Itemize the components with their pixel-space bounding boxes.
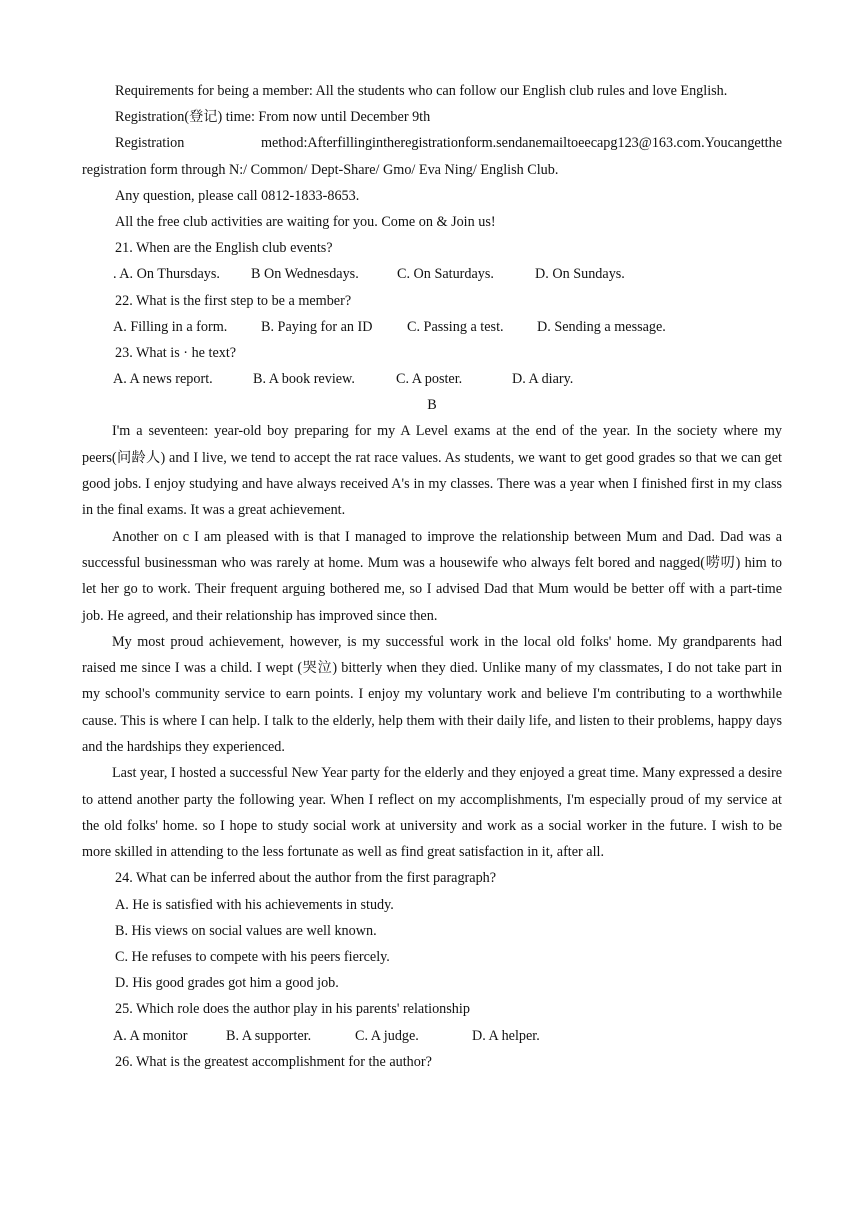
option: C. A judge. — [355, 1027, 419, 1044]
option: A. Filling in a form. — [113, 318, 228, 335]
option: D. A helper. — [472, 1027, 540, 1044]
option: B. A book review. — [253, 371, 355, 388]
option: A. A monitor — [113, 1027, 188, 1044]
section-b-title: B — [427, 397, 437, 414]
question-24-stem: 24. What can be inferred about the author from the first paragraph? — [115, 870, 497, 887]
registration-method-value: method:Afterfillingintheregistrationform.sendanemailtoeecapg123@163.com.Youcangetthe — [260, 135, 782, 152]
contact-phone: Any question, please call 0812-1833-8653. — [115, 187, 360, 204]
option: B On Wednesdays. — [251, 266, 359, 283]
option: C. Passing a test. — [407, 318, 504, 335]
passage-paragraph-2: Another on c I am pleased with is that I managed to improve the relationship between Mum and Dad. Dad was a successful businessman who was rarely at home. Mum was a housewife who always felt bored and nagged(唠叨) him to let her go to work. Their frequent arguing bothered me, so I advised Dad that Mum would be better off with a part-time job. He agreed, and their relationship has improved since then. — [82, 528, 782, 624]
question-25-options — [82, 1023, 782, 1049]
question-25-stem: 25. Which role does the author play in his parents' relationship — [115, 1001, 470, 1018]
passage-paragraph-4: Last year, I hosted a successful New Year party for the elderly and they enjoyed a great time. Many expressed a desire to attend another party the following year. When I reflect on my accomplishments, I'm especially proud of my service at the old folks' home. so I hope to study social work at university and work as a social worker in the future. I wish to be more skilled in attending to the less fortunate as well as find great satisfaction in it, after all. — [82, 765, 782, 861]
question-24-option-b: B. His views on social values are well known. — [115, 922, 377, 939]
membership-requirements: Requirements for being a member: All the students who can follow our English club rules and love English. — [115, 83, 728, 99]
question-23-stem: 23. What is · he text? — [115, 344, 237, 361]
document-page — [82, 78, 782, 1075]
registration-method-continued: registration form through N:/ Common/ Dept-Share/ Gmo/ Eva Ning/ English Club. — [82, 161, 559, 178]
option: D. Sending a message. — [537, 318, 666, 335]
option: . A. On Thursdays. — [113, 266, 220, 283]
passage-paragraph-3: My most proud achievement, however, is my successful work in the local old folks' home. My grandparents had raised me since I was a child. I wept (哭泣) bitterly when they died. Unlike many of my classmates, I do not take part in my school's community service to earn points. I enjoy my voluntary work and believe I'm contributing to a worthwhile cause. This is where I can help. I talk to the elderly, help them with their daily life, and listen to their problems, happy days and the hardships they experienced. — [82, 633, 782, 755]
option: D. On Sundays. — [535, 266, 625, 283]
option: B. A supporter. — [226, 1027, 312, 1044]
question-26-stem: 26. What is the greatest accomplishment for the author? — [115, 1053, 432, 1070]
question-22-options — [82, 314, 782, 340]
option: B. Paying for an ID — [261, 318, 373, 335]
option: D. A diary. — [512, 371, 574, 388]
option: C. On Saturdays. — [397, 266, 494, 283]
question-21-stem: 21. When are the English club events? — [115, 240, 333, 257]
option: C. A poster. — [396, 371, 463, 388]
registration-method-label: Registration — [115, 135, 185, 152]
question-21-options — [82, 261, 782, 287]
registration-time: Registration(登记) time: From now until December 9th — [115, 109, 431, 126]
question-24-option-d: D. His good grades got him a good job. — [115, 975, 339, 992]
passage-paragraph-1: I'm a seventeen: year-old boy preparing for my A Level exams at the end of the year. In the society where my peers(问龄人) and I live, we tend to accept the rat race values. As students, we want to get good grades so that we can get good jobs. I enjoy studying and have always received A's in my classes. There was a year when I finished first in my class in the final exams. It was a great achievement. — [82, 423, 782, 519]
join-invitation: All the free club activities are waiting for you. Come on & Join us! — [115, 213, 496, 230]
question-24-option-a: A. He is satisfied with his achievements in study. — [115, 896, 394, 913]
option: A. A news report. — [113, 371, 213, 388]
question-23-options — [82, 366, 782, 392]
registration-method — [82, 130, 782, 156]
question-24-option-c: C. He refuses to compete with his peers fiercely. — [115, 949, 390, 966]
question-22-stem: 22. What is the first step to be a member? — [115, 292, 352, 309]
